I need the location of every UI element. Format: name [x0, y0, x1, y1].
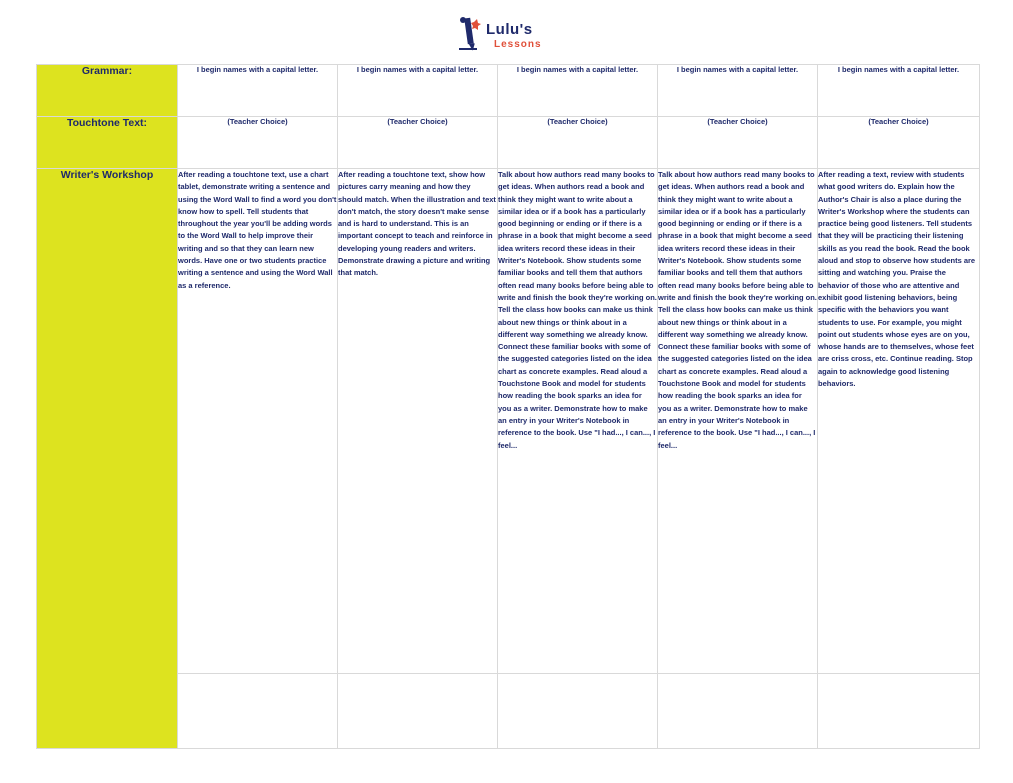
workshop-cell-day5: After reading a text, review with students what good writers do. Explain how the Author's Chair is also a place during the Writer's Workshop where the students can practice being good listeners. Tell students that they will be practicing their listening skills as you read the book. Read the book aloud and stop to observe how students are sitting and watching you. Praise the behavior of those who are attentive and exhibit good listening behaviors, being specific with the behaviors you want students to use. For example, you might point out students whose eyes are on you, whose hands are to themselves, whose feet are criss cross, etc. Continue reading. Stop again to acknowledge good listening behaviors.	[818, 169, 980, 674]
touchtone-cell-day4: (Teacher Choice)	[658, 117, 818, 169]
grammar-label: Grammar:	[37, 65, 178, 117]
writers-workshop-label: Writer's Workshop	[37, 169, 178, 749]
touchtone-row	[37, 117, 980, 169]
empty-cell-day3	[498, 674, 658, 749]
touchtone-cell-day3: (Teacher Choice)	[498, 117, 658, 169]
touchtone-cell-day2: (Teacher Choice)	[338, 117, 498, 169]
grammar-cell-day2: I begin names with a capital letter.	[338, 65, 498, 117]
workshop-cell-day1: After reading a touchtone text, use a chart tablet, demonstrate writing a sentence and using the Word Wall to find a word you don't know how to spell. Tell students that throughout the year you'll be adding words to the Word Wall to help improve their writing and so that they can learn new words. Have one or two students practice writing a sentence and using the Word Wall as a reference.	[178, 169, 338, 674]
writers-workshop-row	[37, 169, 980, 674]
workshop-cell-day3: Talk about how authors read many books to get ideas. When authors read a book and think they might want to write about a similar idea or if a book has a particularly good beginning or ending or if there is a phrase in a book that might become a seed idea writers record these ideas in their Writer's Notebook. Show students some familiar books and tell them that authors often read many books before being able to write and finish the book they're working on. Tell the class how books can make us think about new things or think about in a different way something we already know. Connect these familiar books with some of the suggested categories listed on the idea chart as concrete examples. Read aloud a Touchstone Book and model for students how reading the book sparks an idea for you as a writer. Demonstrate how to make an entry in your Writer's Notebook in reference to the book. Use "I had..., I can..., I feel...	[498, 169, 658, 674]
grammar-cell-day3: I begin names with a capital letter.	[498, 65, 658, 117]
grammar-row	[37, 65, 980, 117]
touchtone-cell-day5: (Teacher Choice)	[818, 117, 980, 169]
empty-cell-day2	[338, 674, 498, 749]
touchtone-cell-day1: (Teacher Choice)	[178, 117, 338, 169]
empty-cell-day4	[658, 674, 818, 749]
lesson-planner-table	[36, 64, 980, 749]
logo-subtitle: Lessons	[494, 39, 542, 50]
grammar-cell-day1: I begin names with a capital letter.	[178, 65, 338, 117]
empty-row	[37, 674, 980, 749]
pencil-mascot-icon	[456, 12, 482, 52]
workshop-cell-day4: Talk about how authors read many books to get ideas. When authors read a book and think they might want to write about a similar idea or if a book has a particularly good beginning or ending or if there is a phrase in a book that might become a seed idea writers record these ideas in their Writer's Notebook. Show students some familiar books and tell them that authors often read many books before being able to write and finish the book they're working on. Tell the class how books can make us think about new things or think about in a different way something we already know. Connect these familiar books with some of the suggested categories listed on the idea chart as concrete examples. Read aloud a Touchstone Book and model for students how reading the book sparks an idea for you as a writer. Demonstrate how to make an entry in your Writer's Notebook in reference to the book. Use "I had..., I can..., I feel...	[658, 169, 818, 674]
workshop-cell-day2: After reading a touchtone text, show how pictures carry meaning and how they should match. When the illustration and text don't match, the story doesn't make sense and is hard to understand. This is an important concept to teach and reinforce in developing young readers and writers. Demonstrate drawing a picture and writing that match.	[338, 169, 498, 674]
empty-cell-day5	[818, 674, 980, 749]
touchtone-label: Touchtone Text:	[37, 117, 178, 169]
empty-cell-day1	[178, 674, 338, 749]
logo-title: Lulu's	[486, 21, 533, 38]
grammar-cell-day5: I begin names with a capital letter.	[818, 65, 980, 117]
lulus-lessons-logo	[456, 12, 566, 54]
grammar-cell-day4: I begin names with a capital letter.	[658, 65, 818, 117]
